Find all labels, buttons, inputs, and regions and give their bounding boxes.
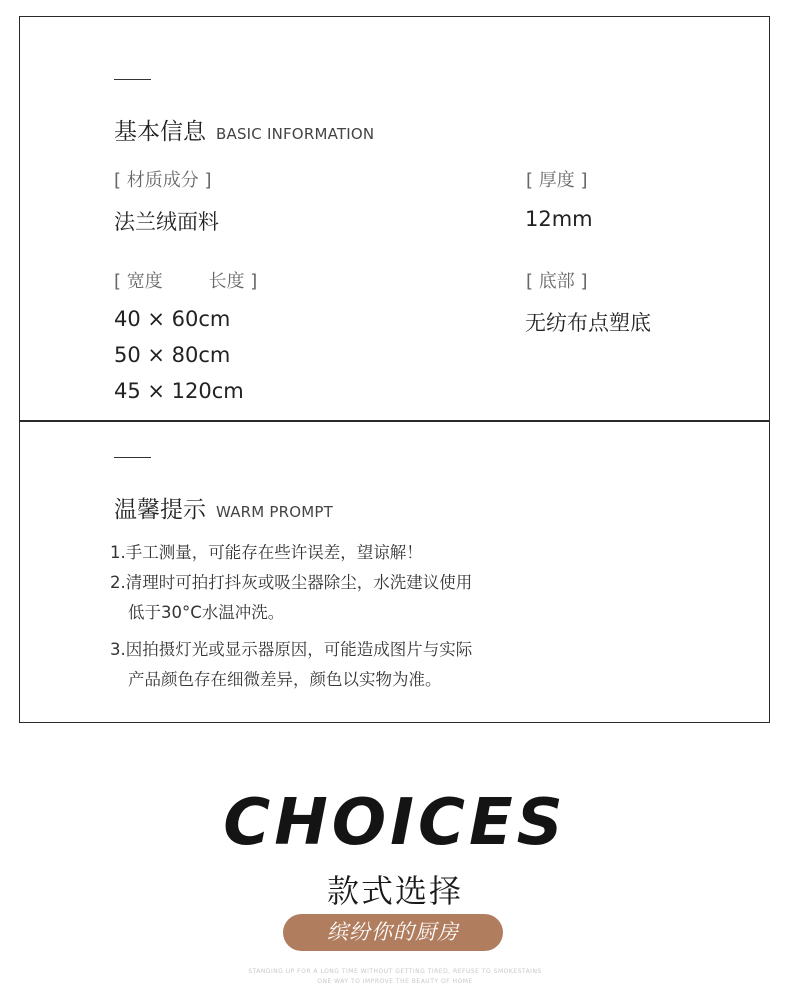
- tip-line: 低于30°C水温冲洗。: [128, 603, 285, 622]
- size-value: 45 × 120cm: [114, 379, 244, 403]
- section-dash: [114, 457, 151, 458]
- section-dash: [114, 79, 151, 80]
- tip-item: [110, 635, 472, 695]
- choices-subheading: 款式选择: [326, 872, 463, 910]
- basic-info-title-en: BASIC INFORMATION: [216, 125, 375, 143]
- bottom-label: [ 底部 ]: [526, 271, 588, 292]
- kitchen-pill-badge: 缤纷你的厨房: [283, 914, 503, 951]
- size-value: 50 × 80cm: [114, 343, 231, 367]
- warm-prompt-section: [19, 420, 770, 723]
- material-label: [ 材质成分 ]: [114, 170, 212, 191]
- footer-slogan: STANDING UP FOR A LONG TIME WITHOUT GETTING TIRED, REFUSE TO SMOKESTAINS: [248, 968, 542, 975]
- tip-line: 2.清理时可拍打抖灰或吸尘器除尘，水洗建议使用: [110, 573, 473, 592]
- tip-item: [110, 568, 472, 628]
- basic-info-title: [114, 113, 374, 146]
- basic-info-title-cn: 基本信息: [114, 119, 206, 145]
- thickness-value: 12mm: [525, 207, 593, 231]
- footer-slogan: ONE WAY TO IMPROVE THE BEAUTY OF HOME: [317, 978, 473, 985]
- tip-item: [110, 538, 423, 568]
- size-label: [ 宽度 长度 ]: [114, 271, 258, 292]
- tip-line: 3.因拍摄灯光或显示器原因，可能造成图片与实际: [110, 640, 473, 659]
- size-value: 40 × 60cm: [114, 307, 231, 331]
- thickness-label: [ 厚度 ]: [526, 170, 588, 191]
- tip-line: 1.手工测量，可能存在些许误差，望谅解！: [110, 543, 423, 562]
- warm-prompt-title: [114, 491, 333, 524]
- tip-line: 产品颜色存在细微差异，颜色以实物为准。: [128, 670, 442, 689]
- material-value: 法兰绒面料: [114, 210, 219, 234]
- bottom-value: 无纺布点塑底: [525, 311, 651, 335]
- choices-heading: CHOICES: [223, 786, 567, 860]
- warm-prompt-title-cn: 温馨提示: [114, 497, 206, 523]
- basic-info-section: [19, 16, 770, 422]
- warm-prompt-title-en: WARM PROMPT: [216, 503, 334, 521]
